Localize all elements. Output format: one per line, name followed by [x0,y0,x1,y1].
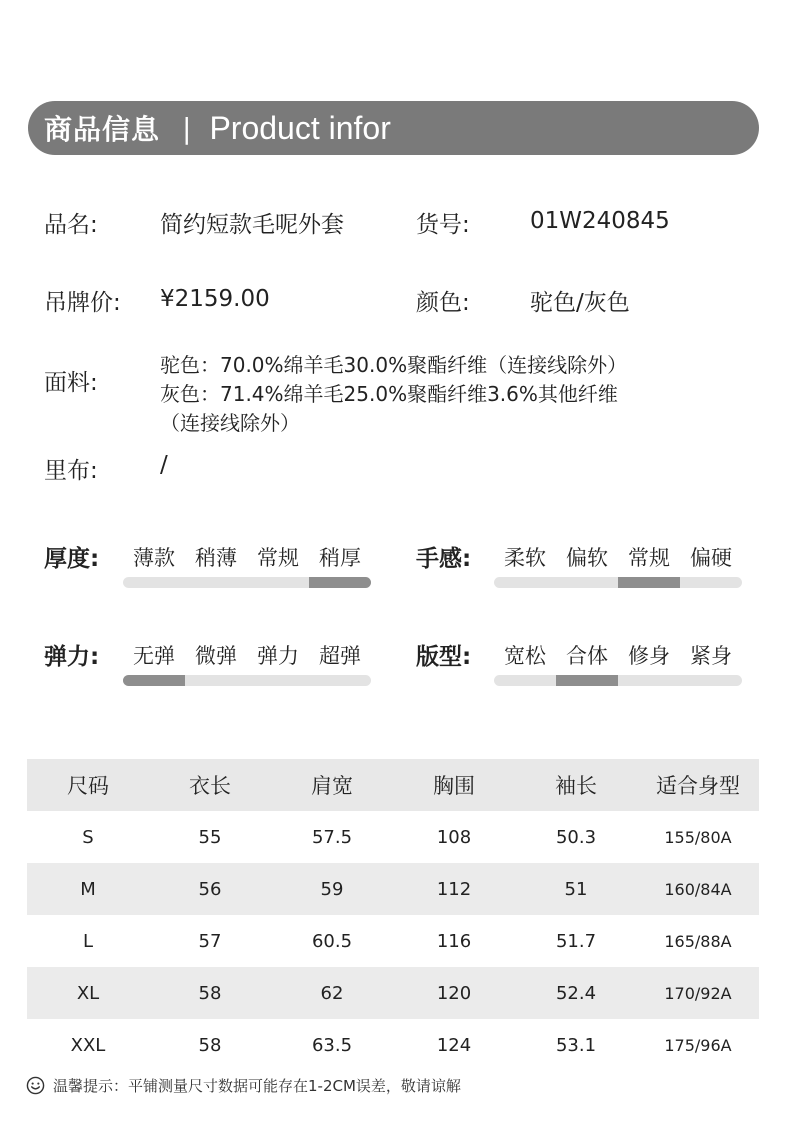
scale-indicator [123,675,185,686]
section-header-banner [28,101,759,155]
measurement-tip [26,1075,461,1096]
table-cell: 60.5 [311,930,353,952]
color-label: 颜色: [416,290,470,316]
table-row [27,811,759,863]
scale-option: 宽松 [504,644,546,668]
table-cell: 58 [149,967,271,1019]
scale-title: 弹力: [44,644,100,670]
sku-value: 01W240845 [530,208,670,234]
fabric-label: 面料: [44,370,98,396]
header-title-en: Product infor [209,109,391,146]
column-header: 袖长 [515,759,637,811]
scale-option: 稍厚 [319,546,361,570]
table-cell: 165/88A [664,931,732,951]
table-cell: 52.4 [515,967,637,1019]
scale-indicator [618,577,680,588]
table-cell: M [27,863,149,915]
column-header: 衣长 [149,759,271,811]
table-cell: 120 [393,967,515,1019]
table-cell: 51 [515,863,637,915]
table-row [27,863,759,915]
name-value: 简约短款毛呢外套 [160,212,344,238]
table-cell: XL [27,967,149,1019]
column-header: 尺码 [27,759,149,811]
scale-option: 紧身 [690,644,732,668]
price-label: 吊牌价: [44,290,121,316]
scale-indicator [556,675,618,686]
tip-text: 温馨提示：平铺测量尺寸数据可能存在1-2CM误差，敬请谅解 [53,1077,461,1095]
scale-option: 合体 [566,644,608,668]
scale-option: 超弹 [319,644,361,668]
table-cell: 160/84A [637,863,759,915]
header-separator: | [182,111,192,145]
table-cell: 56 [149,863,271,915]
color-value: 驼色/灰色 [530,290,630,316]
table-cell: 50.3 [555,826,597,848]
scale-option: 弹力 [257,644,299,668]
table-cell: XXL [70,1034,106,1056]
scale-option: 柔软 [504,546,546,570]
smiley-icon [26,1076,45,1095]
name-label: 品名: [44,212,98,238]
table-cell: 116 [436,930,472,952]
column-header: 肩宽 [271,759,393,811]
sku-label: 货号: [416,212,470,238]
header-title-cn: 商品信息 [44,113,161,146]
lining-value: / [160,452,168,478]
scale-title: 厚度: [44,546,100,572]
scale-indicator [309,577,371,588]
column-header: 胸围 [393,759,515,811]
fabric-line: 驼色：70.0%绵羊毛30.0%聚酯纤维（连接线除外） [160,353,628,377]
table-cell: 59 [271,863,393,915]
table-row [27,915,759,967]
table-cell: 58 [198,1034,222,1056]
table-cell: 62 [271,967,393,1019]
scale-option: 无弹 [133,644,175,668]
table-cell: 108 [436,826,472,848]
scale-option: 修身 [628,644,670,668]
table-header-row [27,759,759,811]
table-cell: 55 [198,826,222,848]
scale-option: 常规 [628,546,670,570]
table-cell: 51.7 [555,930,597,952]
scale-track [494,675,742,686]
table-cell: 57 [198,930,222,952]
table-row [27,967,759,1019]
scale-option: 微弹 [195,644,237,668]
table-cell: 57.5 [311,826,353,848]
scale-option: 偏软 [566,546,608,570]
fabric-composition [160,351,627,438]
table-cell: 155/80A [664,827,732,847]
scale-title: 版型: [416,644,472,670]
table-cell: 124 [436,1034,472,1056]
table-cell: 63.5 [311,1034,353,1056]
lining-label: 里布: [44,458,98,484]
table-cell: 170/92A [637,967,759,1019]
table-cell: 175/96A [664,1035,732,1055]
scale-title: 手感: [416,546,472,572]
table-cell: 53.1 [555,1034,597,1056]
scale-track [494,577,742,588]
scale-option: 偏硬 [690,546,732,570]
scale-option: 稍薄 [195,546,237,570]
scale-option: 常规 [257,546,299,570]
size-table [27,759,759,1071]
table-cell: L [82,930,94,952]
fabric-line: 灰色：71.4%绵羊毛25.0%聚酯纤维3.6%其他纤维 [160,382,618,406]
table-cell: S [82,826,94,848]
column-header: 适合身型 [637,759,759,811]
scale-option: 薄款 [133,546,175,570]
scale-track [123,577,371,588]
fabric-line: （连接线除外） [160,411,300,435]
scale-track [123,675,371,686]
price-value: ¥2159.00 [160,286,270,312]
table-cell: 112 [393,863,515,915]
table-row [27,1019,759,1071]
